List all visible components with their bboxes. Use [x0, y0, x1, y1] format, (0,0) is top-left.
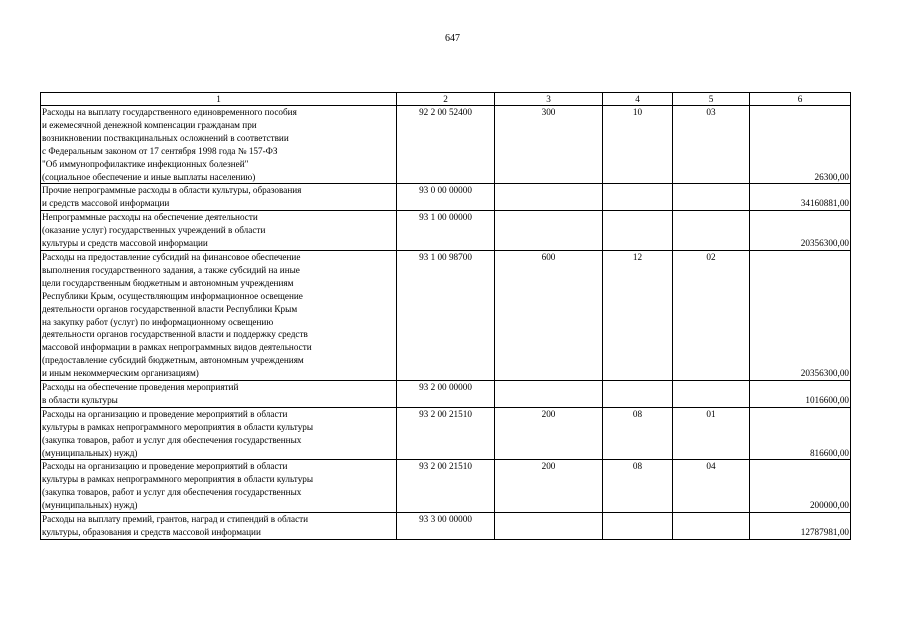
row-section: 08	[603, 407, 673, 460]
header-cell: 2	[397, 93, 495, 106]
row-amount: 12787981,00	[750, 513, 851, 540]
table-row	[41, 513, 851, 540]
row-description: Расходы на выплату премий, грантов, наград и стипендий в области культуры, образования и средств массовой информации	[41, 513, 397, 540]
row-subsection: 03	[673, 106, 750, 184]
row-expense-type	[495, 184, 603, 211]
row-section	[603, 513, 673, 540]
table-row	[41, 460, 851, 513]
table-row	[41, 381, 851, 408]
row-amount: 34160881,00	[750, 184, 851, 211]
row-description: Непрограммные расходы на обеспечение деятельности (оказание услуг) государственных учреждений в области культуры и средств массовой информации	[41, 211, 397, 251]
row-expense-type	[495, 381, 603, 408]
row-expense-type: 200	[495, 460, 603, 513]
header-cell: 5	[673, 93, 750, 106]
row-budget-code: 93 1 00 00000	[397, 211, 495, 251]
header-cell: 4	[603, 93, 673, 106]
table-row	[41, 407, 851, 460]
row-description: Расходы на предоставление субсидий на финансовое обеспечение выполнения государственного задания, а также субсидий на иные цели государственным бюджетным и автономным учреждениям Республики Крым, осуществляющим информационное освещение деятельности органов государственной власти Республики Крым на закупку работ (услуг) по информационному освещению деятельности органов государственной власти и поддержку средств массовой информации в рамках непрограммных видов деятельности (предоставление субсидий бюджетным, автономным учреждениям и иным некоммерческим организациям)	[41, 250, 397, 380]
table-row	[41, 184, 851, 211]
table-row	[41, 106, 851, 184]
row-expense-type	[495, 513, 603, 540]
row-budget-code: 93 1 00 98700	[397, 250, 495, 380]
table-header-row	[41, 93, 851, 106]
row-expense-type: 600	[495, 250, 603, 380]
row-budget-code: 92 2 00 52400	[397, 106, 495, 184]
row-description: Расходы на организацию и проведение мероприятий в области культуры в рамках непрограммного мероприятия в области культуры (закупка товаров, работ и услуг для обеспечения государственных (муниципальных) нужд)	[41, 460, 397, 513]
header-cell: 3	[495, 93, 603, 106]
row-section: 12	[603, 250, 673, 380]
row-subsection: 04	[673, 460, 750, 513]
row-amount: 20356300,00	[750, 211, 851, 251]
row-budget-code: 93 2 00 00000	[397, 381, 495, 408]
row-description: Расходы на выплату государственного единовременного пособия и ежемесячной денежной компенсации гражданам при возникновении поствакцинальных осложнений в соответствии с Федеральным законом от 17 сентября 1998 года № 157-ФЗ "Об иммунопрофилактике инфекционных болезней" (социальное обеспечение и иные выплаты населению)	[41, 106, 397, 184]
header-cell: 1	[41, 93, 397, 106]
row-amount: 1016600,00	[750, 381, 851, 408]
table-row	[41, 211, 851, 251]
row-budget-code: 93 3 00 00000	[397, 513, 495, 540]
row-amount: 816600,00	[750, 407, 851, 460]
header-cell: 6	[750, 93, 851, 106]
table-row	[41, 250, 851, 380]
row-subsection: 01	[673, 407, 750, 460]
row-section: 10	[603, 106, 673, 184]
row-description: Расходы на обеспечение проведения мероприятий в области культуры	[41, 381, 397, 408]
row-subsection: 02	[673, 250, 750, 380]
row-expense-type	[495, 211, 603, 251]
row-section	[603, 381, 673, 408]
row-subsection	[673, 513, 750, 540]
budget-table	[40, 92, 851, 540]
row-amount: 200000,00	[750, 460, 851, 513]
row-budget-code: 93 0 00 00000	[397, 184, 495, 211]
row-budget-code: 93 2 00 21510	[397, 407, 495, 460]
row-description: Расходы на организацию и проведение мероприятий в области культуры в рамках непрограммного мероприятия в области культуры (закупка товаров, работ и услуг для обеспечения государственных (муниципальных) нужд)	[41, 407, 397, 460]
row-section: 08	[603, 460, 673, 513]
row-amount: 26300,00	[750, 106, 851, 184]
row-subsection	[673, 184, 750, 211]
row-expense-type: 200	[495, 407, 603, 460]
row-description: Прочие непрограммные расходы в области культуры, образования и средств массовой информации	[41, 184, 397, 211]
row-section	[603, 211, 673, 251]
row-expense-type: 300	[495, 106, 603, 184]
page-number: 647	[445, 33, 460, 44]
row-amount: 20356300,00	[750, 250, 851, 380]
row-budget-code: 93 2 00 21510	[397, 460, 495, 513]
row-subsection	[673, 381, 750, 408]
row-section	[603, 184, 673, 211]
row-subsection	[673, 211, 750, 251]
